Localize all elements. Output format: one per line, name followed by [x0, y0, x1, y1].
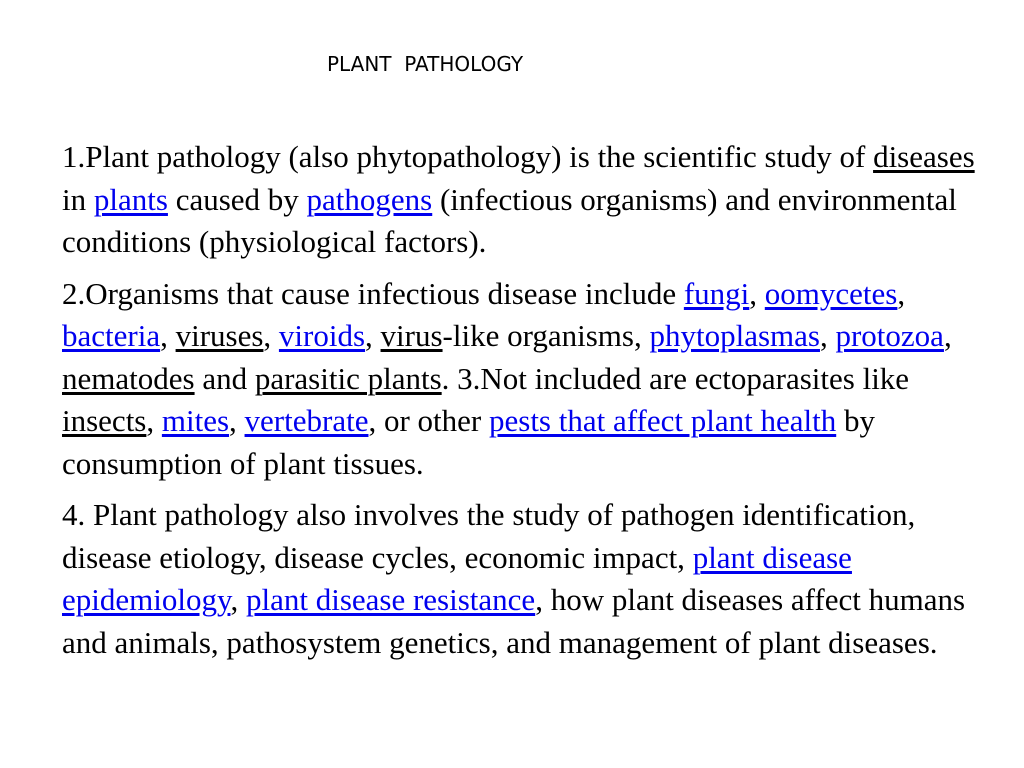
text-span: , how plant diseases affect humans and animals, pathosystem genetics, and management of plant diseases.	[62, 582, 966, 660]
link-protozoa[interactable]: protozoa	[835, 318, 944, 353]
underlined-term-insects: insects	[62, 403, 147, 438]
text-span: and	[194, 360, 255, 396]
underlined-term-nematodes: nematodes	[62, 360, 195, 396]
link-pathogens[interactable]: pathogens	[306, 181, 433, 217]
link-plant-disease-resistance[interactable]: plant disease resistance	[245, 582, 536, 617]
text-span: by consumption of plant tissues.	[62, 403, 875, 481]
paragraph-1	[62, 136, 997, 264]
text-span: 2.Organisms that cause infectious disease include	[62, 275, 684, 311]
text-span: ,	[229, 403, 245, 438]
text-span: , or other	[368, 403, 489, 438]
paragraph-2	[62, 273, 997, 486]
link-phytoplasmas[interactable]: phytoplasmas	[649, 318, 820, 353]
link-vertebrate[interactable]: vertebrate	[244, 403, 369, 438]
text-span: in	[62, 181, 94, 217]
link-pests-that-affect-plant-health[interactable]: pests that affect plant health	[489, 403, 837, 438]
text-span: ,	[160, 318, 176, 353]
text-span: ,	[230, 582, 246, 617]
underlined-term-diseases: diseases	[873, 139, 975, 174]
text-span: ,	[897, 275, 906, 311]
link-bacteria[interactable]: bacteria	[62, 318, 161, 353]
text-span: caused by	[167, 181, 307, 217]
underlined-term-viruses: viruses	[175, 318, 264, 353]
slide-body	[62, 136, 997, 673]
underlined-term-parasitic-plants: parasitic plants	[254, 360, 442, 396]
link-mites[interactable]: mites	[161, 403, 230, 438]
text-span: ,	[749, 275, 765, 311]
text-span: ,	[263, 318, 279, 353]
link-plant-disease-epidemiology[interactable]: plant disease epidemiology	[62, 539, 852, 617]
underlined-term-virus: virus	[380, 318, 443, 353]
text-span: 4. Plant pathology also involves the study of pathogen identification, disease etiology, disease cycles, economic impact,	[62, 497, 916, 575]
paragraph-3	[62, 494, 997, 664]
link-fungi[interactable]: fungi	[683, 275, 750, 311]
link-plants[interactable]: plants	[93, 181, 168, 217]
text-span: ,	[146, 403, 162, 438]
link-viroids[interactable]: viroids	[278, 318, 366, 353]
text-span: . 3.Not included are ectoparasites like	[441, 360, 910, 396]
link-oomycetes[interactable]: oomycetes	[764, 275, 898, 311]
text-span: -like organisms,	[442, 318, 650, 353]
slide-title: PLANT PATHOLOGY	[327, 52, 524, 76]
text-span: ,	[365, 318, 381, 353]
text-span: ,	[819, 318, 836, 353]
text-span: ,	[943, 318, 952, 353]
text-span: 1.Plant pathology (also phytopathology) is the scientific study of	[62, 139, 874, 174]
text-span: (infectious organisms) and environmental conditions (physiological factors).	[62, 181, 957, 259]
